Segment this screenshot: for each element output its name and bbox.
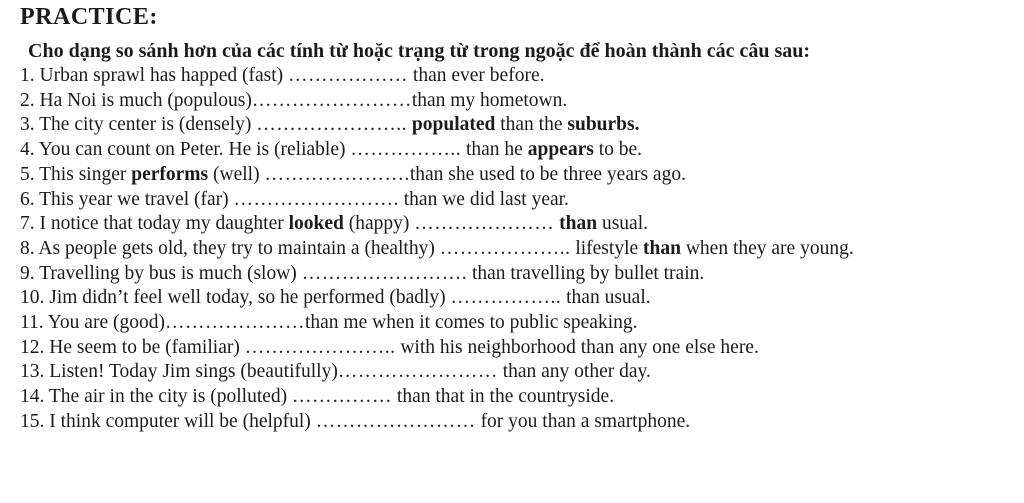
exercise-text: (happy) (343, 213, 415, 235)
exercise-list (20, 64, 1010, 435)
bold-word: looked (288, 213, 344, 235)
answer-blank: ……………………. (301, 262, 468, 284)
exercise-text: than we did last year. (398, 188, 569, 210)
exercise-text: 6. This year we travel (far) (20, 188, 234, 210)
exercise-item (20, 64, 1010, 89)
exercise-text: than any other day. (497, 361, 651, 383)
bold-word: than (559, 213, 598, 235)
bold-word: suburbs. (567, 114, 640, 136)
exercise-text: usual. (597, 213, 648, 235)
answer-blank: ………………… (414, 213, 555, 235)
answer-blank: …………… (292, 386, 393, 408)
exercise-text: 7. I notice that today my daughter (20, 213, 289, 235)
page-title: PRACTICE: (20, 4, 158, 30)
answer-blank: …………….. (350, 139, 462, 161)
exercise-text: 4. You can count on Peter. He is (reliable) (20, 139, 351, 161)
answer-blank: ……………….. (439, 237, 571, 259)
answer-blank: …………………… (315, 410, 476, 432)
exercise-text: 3. The city center is (densely) (20, 114, 257, 136)
instruction-text: Cho dạng so sánh hơn của các tính từ hoặc trạng từ trong ngoặc để hoàn thành các câu sau: (28, 40, 811, 62)
exercise-item (20, 410, 1010, 435)
exercise-item (20, 286, 1010, 311)
answer-blank: ………………….. (244, 336, 396, 358)
bold-word: populated (411, 114, 496, 136)
exercise-text: than my hometown. (411, 89, 568, 111)
exercise-text: for you than a smartphone. (475, 410, 691, 432)
bold-word: appears (527, 139, 594, 161)
exercise-text: with his neighborhood than any one else here. (395, 336, 759, 358)
answer-blank: ……………………. (233, 188, 399, 210)
exercise-item (20, 385, 1010, 410)
answer-blank: …………………… (251, 89, 412, 111)
answer-blank: ………………….. (256, 114, 408, 136)
exercise-text: to be. (593, 139, 643, 161)
answer-blank: …………….. (450, 287, 562, 309)
exercise-item (20, 138, 1010, 163)
answer-blank: …………………… (337, 361, 498, 383)
answer-blank: ………………… (164, 312, 305, 334)
exercise-item (20, 262, 1010, 287)
exercise-item (20, 113, 1010, 138)
exercise-item (20, 89, 1010, 114)
exercise-item (20, 188, 1010, 213)
exercise-text: 11. You are (good) (20, 312, 165, 334)
exercise-text: 8. As people gets old, they try to maintain a (healthy) (20, 237, 440, 259)
exercise-text: than ever before. (408, 65, 545, 86)
exercise-text: than she used to be three years ago. (409, 163, 686, 185)
exercise-text: 5. This singer (20, 163, 132, 185)
exercise-text: 10. Jim didn’t feel well today, so he performed (badly) (20, 287, 451, 309)
exercise-item (20, 212, 1010, 237)
exercise-text: 12. He seem to be (familiar) (20, 336, 245, 358)
exercise-text: than me when it comes to public speaking. (304, 312, 638, 334)
exercise-item (20, 336, 1010, 361)
exercise-text: than he (461, 139, 528, 161)
exercise-item (20, 163, 1010, 188)
exercise-item (20, 360, 1010, 385)
exercise-text: 13. Listen! Today Jim sings (beautifully) (20, 361, 338, 383)
exercise-item (20, 311, 1010, 336)
exercise-text: than usual. (561, 287, 651, 309)
exercise-text: than travelling by bullet train. (467, 262, 705, 284)
exercise-text: than that in the countryside. (392, 386, 615, 408)
exercise-text: lifestyle (570, 237, 644, 259)
answer-blank: …………………. (264, 163, 410, 185)
exercise-text: (well) (208, 163, 265, 185)
exercise-text: 15. I think computer will be (helpful) (20, 410, 316, 432)
exercise-text: than the (495, 114, 568, 136)
exercise-text: when they are young. (680, 237, 854, 259)
bold-word: performs (131, 163, 209, 185)
exercise-item (20, 237, 1010, 262)
bold-word: than (643, 237, 681, 259)
exercise-text: 14. The air in the city is (polluted) (20, 386, 293, 408)
answer-blank: ……………… (288, 65, 409, 86)
exercise-text: 9. Travelling by bus is much (slow) (20, 262, 302, 284)
exercise-text: 2. Ha Noi is much (populous) (20, 89, 252, 111)
exercise-text: 1. Urban sprawl has happed (fast) (20, 65, 289, 86)
